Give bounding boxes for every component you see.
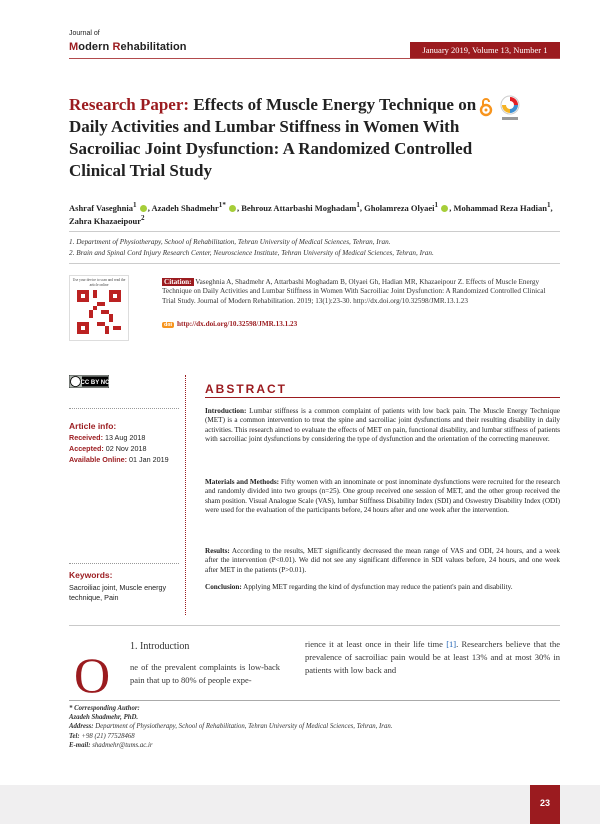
keywords-text: Sacroiliac joint, Muscle energy technique, Pain [69,583,167,602]
introduction-heading: 1. Introduction [130,641,190,652]
qr-code-icon [77,290,121,334]
footer-band [0,785,600,824]
orcid-icon[interactable] [140,205,147,212]
keywords-heading: Keywords: [69,570,113,580]
qr-code-box[interactable] [69,275,129,341]
corr-address: Address: Department of Physiotherapy, School of Rehabilitation, Tehran University of Medical Sciences, Tehran, Iran. [69,723,393,731]
cc-license-icon[interactable] [69,375,109,388]
abstract-conclusion: Conclusion: Applying MET regarding the kind of dysfunction may reduce the patient's pain and disability. [205,583,513,591]
page-number: 23 [530,785,560,824]
header-rule [69,58,560,59]
abstract-methods: Materials and Methods: Fifty women with an innominate or post innominate dysfunctions were recruited for the research and randomly divided into two groups (n=25). One group received one session of MET, and the other group received the sham position. Visual Analogue Scale (VAS), lumbar Stiffness Disability Index (SDI) and Oswestry Disability Index (ODI) were used for the evaluation of the participants before, 24 hours after and one week after the intervention. [205,478,560,514]
received-date: Received: 13 Aug 2018 [69,433,146,442]
divider [69,263,560,264]
intro-left-text: ne of the prevalent complaints is low-back pain that up to 80% of people expe- [130,662,280,685]
author-list: Ashraf Vaseghnia$^1$ , Azadeh Shadmehr$^{1*}$ , Behrouz Attarbashi Moghadam$^1$, Gholamreza Olyaei$^1$ , Mohammad Reza Hadian$^1$, Zahra Khazaeipour$^2$ [69,201,553,227]
open-access-icon [479,97,493,117]
journal-small-line: Journal of [69,30,100,37]
journal-logo [69,30,187,55]
intro-right-text: rience it at least once in their life time [1]. Researchers believe that the prevalence of sacroiliac pain would be at least 13% and at most 30% in patients with low back and [305,639,560,675]
column-divider [185,375,186,615]
crossmark-icon[interactable] [500,95,520,123]
qr-caption: Use your device to scan and read the article online [72,278,126,287]
keywords [69,570,179,603]
corr-email: E-mail: shadmehr@tums.ac.ir [69,741,153,749]
accepted-date: Accepted: 02 Nov 2018 [69,444,147,453]
issue-banner: January 2019, Volume 13, Number 1 [410,42,560,58]
orcid-icon[interactable] [229,205,236,212]
divider [69,231,560,232]
corr-name: Azadeh Shadmehr, PhD. [69,714,139,722]
doi-link[interactable]: doi http://dx.doi.org/10.32598/JMR.13.1.23 [164,320,298,328]
article-title: Research Paper: Effects of Muscle Energy Technique on Daily Activities and Lumbar Stiffness in Women With Sacroiliac Joint Dysfunction: A Randomized Controlled Clinical Trial Study [69,95,477,180]
orcid-icon[interactable] [441,205,448,212]
abstract-introduction: Introduction: Lumbar stiffness is a common complaint of patients with low back pain. The Muscle Energy Technique (MET) is a common intervention to treat the spine and sacroiliac joint dysfunctions and their resulting disability in daily activities. This research aimed to evaluate the effects of MET on pain, functional disability, and lumbar stiffness of patients with sacroiliac joint dysfunctions by considering the type of dysfunction and the orientation of the correcting maneuver. [205,407,560,443]
corr-heading: * Corresponding Author: [69,705,140,712]
abstract-heading: ABSTRACT [205,382,287,396]
affiliation-2: 2. Brain and Spinal Cord Injury Research Center, Neuroscience Institute, Tehran University of Medical Sciences, Tehran, Iran. [69,249,434,257]
dotted-divider [69,408,179,409]
article-info-heading: Article info: [69,421,117,431]
affiliation-1: 1. Department of Physiotherapy, School of Rehabilitation, Tehran University of Medical Sciences, Tehran, Iran. [69,238,391,246]
corr-tel: Tel: +98 (21) 77528468 [69,732,135,740]
reference-link[interactable]: [1] [446,639,457,649]
doi-icon: doi [164,322,173,328]
dropcap: O [74,647,111,703]
abstract-rule [205,397,560,398]
section-rule [69,625,560,626]
dotted-divider [69,563,179,564]
article-info [69,421,169,465]
journal-name: Modern Rehabilitation [69,41,187,53]
abstract-results: Results: According to the results, MET significantly decreased the mean range of VAS and ODI, 24 hours, and a week after the intervention (P<0.01). We did not see any significant difference in SDI values before, 24 hours, and one week after MET in the patients (P>0.01). [205,547,560,574]
online-date: Available Online: 01 Jan 2019 [69,455,169,464]
corresponding-author [69,700,560,750]
citation: Citation: Vaseghnia A, Shadmehr A, Attarbashi Moghadam B, Olyaei Gh, Hadian MR, Khazaeipour Z. Effects of Muscle Energy Technique on Daily Activities and Lumbar Stiffness in Women With Sacroiliac Joint Dysfunction: A Randomized Controlled Clinical Trial Study. Journal of Modern Rehabilitation. 2019; 13(1):23-30. http://dx.doi.org/10.32598/JMR.13.1.23 [162,278,546,305]
license-label: CC BY NC [80,380,109,387]
